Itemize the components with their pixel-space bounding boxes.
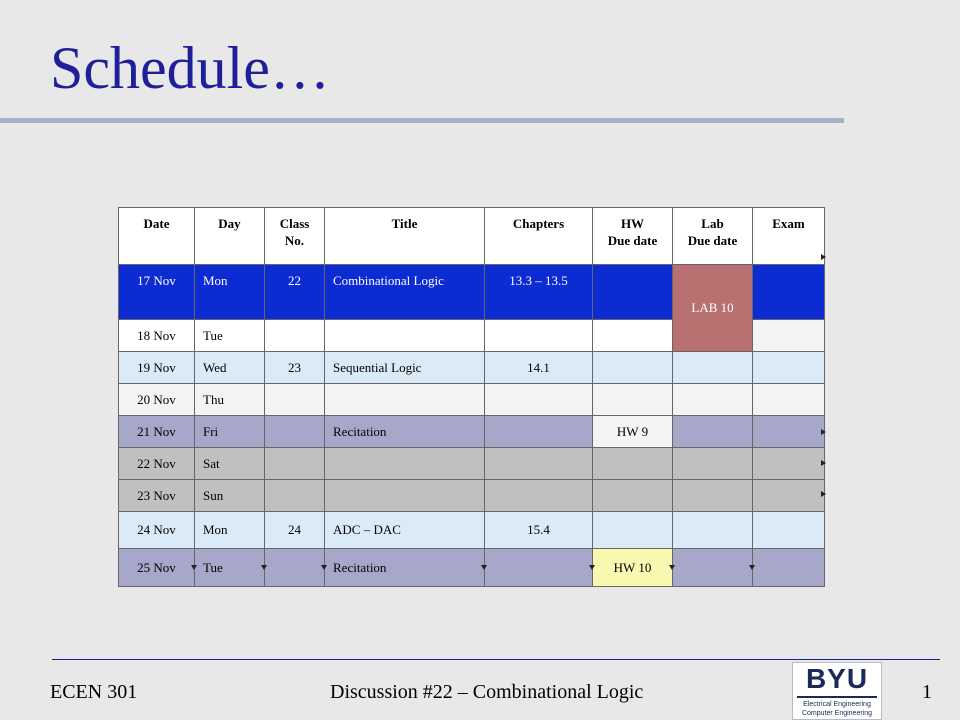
cell-class-no <box>265 448 325 480</box>
cell-class-no <box>265 320 325 352</box>
header-class-no-label: Class No. <box>279 216 310 248</box>
byu-logo-bar <box>797 696 877 698</box>
cell-hw <box>593 448 673 480</box>
cell-date: 19 Nov <box>119 352 195 384</box>
header-lab-due-label: Lab Due date <box>687 216 738 248</box>
cell-chapters: 13.3 – 13.5 <box>485 265 593 320</box>
header-hw-due-label: HW Due date <box>607 216 658 248</box>
cell-chapters <box>485 448 593 480</box>
header-chapters-label: Chapters <box>512 216 565 231</box>
cell-class-no: 24 <box>265 512 325 549</box>
footer-course: ECEN 301 <box>50 681 138 703</box>
cell-lab-merged: LAB 10 <box>673 265 753 352</box>
cell-hw: HW 10 <box>593 549 673 587</box>
cell-exam <box>753 416 825 448</box>
cell-chapters <box>485 384 593 416</box>
cell-lab <box>673 448 753 480</box>
cell-hw: HW 9 <box>593 416 673 448</box>
cell-day: Mon <box>195 512 265 549</box>
cell-class-no: 23 <box>265 352 325 384</box>
cell-chapters: 15.4 <box>485 512 593 549</box>
header-hw-due <box>593 208 673 265</box>
cell-date: 25 Nov <box>119 549 195 587</box>
footer-divider <box>52 659 940 660</box>
byu-logo-word: BYU <box>805 663 869 694</box>
cell-date: 23 Nov <box>119 480 195 512</box>
cell-lab <box>673 549 753 587</box>
header-class-no <box>265 208 325 265</box>
schedule-table-container <box>118 207 824 587</box>
cell-exam <box>753 384 825 416</box>
cell-date: 24 Nov <box>119 512 195 549</box>
cell-lab <box>673 416 753 448</box>
schedule-table <box>118 207 825 587</box>
cell-hw <box>593 512 673 549</box>
cell-date: 17 Nov <box>119 265 195 320</box>
cell-exam <box>753 320 825 352</box>
cell-chapters <box>485 549 593 587</box>
cell-title: Recitation <box>325 416 485 448</box>
cell-day: Mon <box>195 265 265 320</box>
table-row <box>119 549 825 587</box>
cell-class-no <box>265 549 325 587</box>
cell-title: ADC – DAC <box>325 512 485 549</box>
cell-lab <box>673 384 753 416</box>
footer-lecture-title: Discussion #22 – Combinational Logic <box>330 681 644 703</box>
cell-day: Fri <box>195 416 265 448</box>
cell-date: 18 Nov <box>119 320 195 352</box>
cell-exam <box>753 352 825 384</box>
table-row <box>119 480 825 512</box>
cell-day: Tue <box>195 549 265 587</box>
header-row <box>119 208 825 265</box>
cell-chapters <box>485 480 593 512</box>
cell-title: Sequential Logic <box>325 352 485 384</box>
cell-hw <box>593 352 673 384</box>
byu-logo <box>792 662 882 720</box>
byu-logo-line1: Electrical Engineering <box>803 701 871 708</box>
cell-lab <box>673 512 753 549</box>
header-title <box>325 208 485 265</box>
header-date-label: Date <box>143 216 170 231</box>
cell-hw <box>593 320 673 352</box>
cell-date: 20 Nov <box>119 384 195 416</box>
cell-hw <box>593 265 673 320</box>
footer-page-number: 1 <box>922 681 932 703</box>
cell-day: Wed <box>195 352 265 384</box>
header-day <box>195 208 265 265</box>
table-row <box>119 512 825 549</box>
slide-title: Schedule… <box>50 35 330 101</box>
cell-chapters <box>485 416 593 448</box>
cell-exam <box>753 480 825 512</box>
header-date <box>119 208 195 265</box>
table-row <box>119 352 825 384</box>
cell-class-no <box>265 384 325 416</box>
cell-day: Sun <box>195 480 265 512</box>
cell-chapters <box>485 320 593 352</box>
cell-day: Tue <box>195 320 265 352</box>
table-row <box>119 384 825 416</box>
byu-logo-line2: Computer Engineering <box>801 710 873 717</box>
cell-title <box>325 480 485 512</box>
cell-date: 21 Nov <box>119 416 195 448</box>
cell-hw <box>593 480 673 512</box>
title-underline <box>0 118 844 123</box>
cell-exam <box>753 512 825 549</box>
header-lab-due <box>673 208 753 265</box>
cell-day: Sat <box>195 448 265 480</box>
cell-class-no <box>265 480 325 512</box>
header-day-label: Day <box>218 216 241 231</box>
header-title-label: Title <box>391 216 418 231</box>
cell-title <box>325 384 485 416</box>
cell-title: Combinational Logic <box>325 265 485 320</box>
cell-exam <box>753 448 825 480</box>
header-chapters <box>485 208 593 265</box>
cell-title <box>325 448 485 480</box>
cell-class-no: 22 <box>265 265 325 320</box>
cell-exam <box>753 549 825 587</box>
header-exam <box>753 208 825 265</box>
header-exam-label: Exam <box>772 216 805 231</box>
cell-title: Recitation <box>325 549 485 587</box>
cell-date: 22 Nov <box>119 448 195 480</box>
cell-lab <box>673 352 753 384</box>
cell-title <box>325 320 485 352</box>
table-row <box>119 265 825 320</box>
cell-hw <box>593 384 673 416</box>
table-row <box>119 416 825 448</box>
cell-day: Thu <box>195 384 265 416</box>
cell-chapters: 14.1 <box>485 352 593 384</box>
table-row <box>119 448 825 480</box>
cell-lab <box>673 480 753 512</box>
cell-class-no <box>265 416 325 448</box>
cell-exam <box>753 265 825 320</box>
